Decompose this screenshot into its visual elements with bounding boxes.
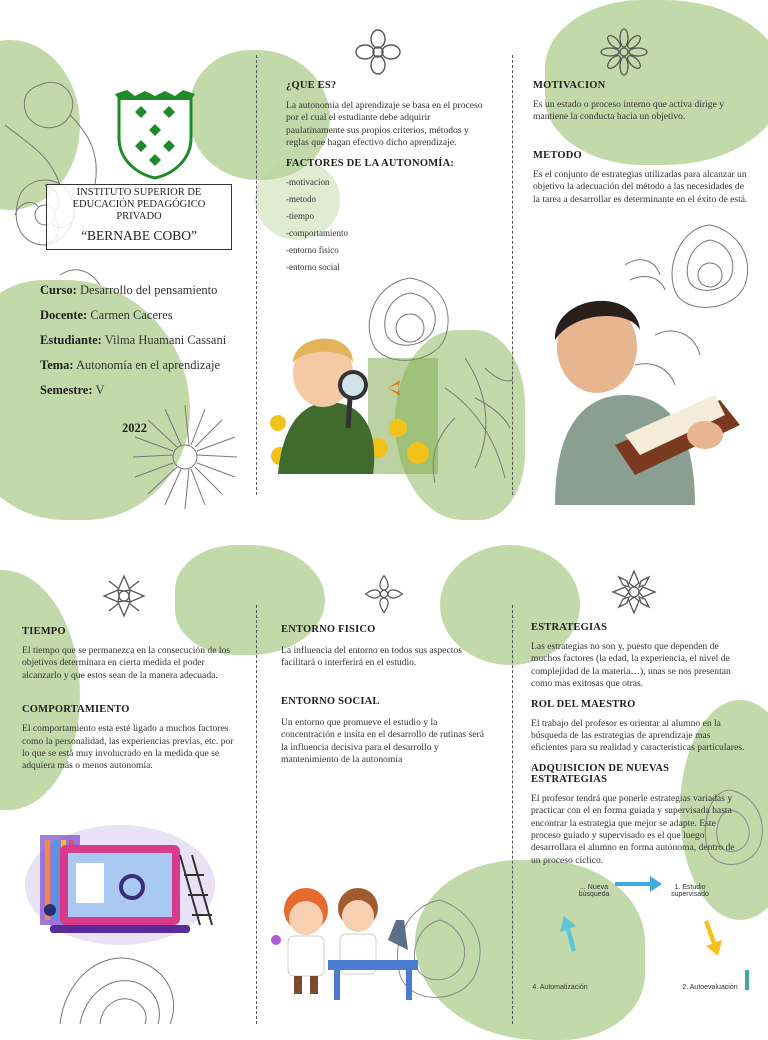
list-item: -metodo [286,193,316,204]
section-title: ROL DEL MAESTRO [531,698,636,710]
section-text: Un entorno que promueve el estudio y la concentración e insita en el desarrollo de rutinas será la influencia decisiva para el desarrollo y mantenimiento de la autonomía [281,716,484,766]
flower-outline-icon [600,28,648,76]
panel-motivacion [533,80,748,206]
detail-tema: Tema: Autonomía en el aprendizaje [40,358,221,372]
list-item: -comportamiento [286,227,348,238]
section-title: ESTRATEGIAS [531,622,608,633]
panel-que-es [286,80,486,279]
cover-year: 2022 [122,421,147,435]
laptop-study-illustration [20,815,220,950]
cycle-step: ... Nueva búsqueda [578,884,610,898]
list-item: -entorno social [286,261,340,272]
flower-outline-icon [354,28,402,76]
school-name: “BERNABE COBO” [81,228,197,243]
decorative-flower-drawing [0,55,120,295]
institute-crest-logo [113,88,197,180]
factores-list [286,177,486,272]
section-title: METODO [533,149,582,161]
panel-estrategias [531,622,746,867]
section-title: TIEMPO [22,626,66,637]
section-text: El tiempo que se permanezca en la consecución de los objetivos determinara en cierta medida el poder alcanzarlo y que estos sean de la manera adecuada. [22,645,231,681]
section-text: La autonomía del aprendizaje se basa en el proceso por el cual el estudiante debe adquirir paulatinamente sus propios criterios, métodos y reglas que hagan efectivo dicho aprendizaje. [286,100,483,149]
cover-details [40,283,250,408]
section-title: ADQUISICION DE NUEVAS ESTRATEGIAS [531,762,670,785]
list-item: -tiempo [286,210,314,221]
panel-entorno [281,624,486,766]
panel-divider [256,55,257,495]
detail-docente: Docente: Carmen Caceres [40,308,173,322]
institute-name: INSTITUTO SUPERIOR DE EDUCACIÓN PEDAGÓGICO PRIVADO [72,187,206,222]
cycle-step: 1. Estudio supervisado [671,884,709,898]
section-text: Las estrategias no son y, puesto que dependen de muchos factores (la edad, la experiencia, el nivel de complejidad de la materia…), unas se nos presentan como mas exitosas que otras. [531,641,731,690]
section-text: El comportamiento esta esté ligado a muchos factores como la personalidad, las experiencias previas, etc. por lo que se está muy involucrado en la medida que se adquiera más o menos autonomía. [22,723,234,772]
section-title: COMPORTAMIENTO [22,704,130,716]
flower-outline-icon [362,572,406,616]
section-text: Es el conjunto de estrategias utilizadas para alcanzar un objetivo la adecuación del método a las necesidades de la tarea a desarrollar es determinante en el éxito de está. [533,168,748,205]
list-item: -entorno fisico [286,244,339,255]
section-text: La influencia del entorno en todos sus aspectos facilitará o interferirá en el estudio. [281,645,462,669]
panel-divider [256,605,257,1024]
boy-magnifier-photo [268,318,438,474]
cycle-step: 2. Autoevaluación [682,984,738,991]
institute-box [46,184,232,250]
boy-reading-photo [545,285,745,505]
panel-tiempo [22,626,234,773]
section-title: ENTORNO FISICO [281,624,376,635]
detail-estudiante: Estudiante: Vilma Huamani Cassani [40,333,227,347]
cycle-step: 4. Automatización [532,984,588,991]
section-text: El profesor tendrá que ponerle estrategias variadas y practicar con el en forma guiada y supervisada hasta encontrar la estrategia que mejor se adapte. Este proceso guiado y supervisado es el que luego desarrollara el alumno en forma autónoma, dentro de un proceso cíclico. [531,792,735,866]
list-item: -motivacion [286,176,330,187]
learning-cycle-diagram [530,870,760,1024]
section-title: ENTORNO SOCIAL [281,695,380,707]
kids-lab-illustration [268,880,428,1010]
section-title: MOTIVACION [533,80,606,91]
section-title: ¿QUE ES? [286,80,337,91]
section-title: FACTORES DE LA AUTONOMÍA: [286,157,455,169]
decorative-flower-drawing [115,395,255,520]
section-text: El trabajo del profesor es orientar al alumno en la búsqueda de las estrategias de aprendizaje mas eficientes para su realidad y características particulares. [531,717,745,754]
section-text: Es un estado o proceso interno que activa dirige y mantiene la conducta hacia un objetivo. [533,99,725,123]
page-separator [0,520,768,542]
detail-curso: Curso: Desarrollo del pensamiento [40,283,218,297]
detail-semestre: Semestre: V [40,383,105,397]
decorative-flower-drawing [40,940,190,1024]
flower-outline-icon [100,572,148,620]
flower-outline-icon [610,568,658,616]
panel-divider [512,605,513,1024]
